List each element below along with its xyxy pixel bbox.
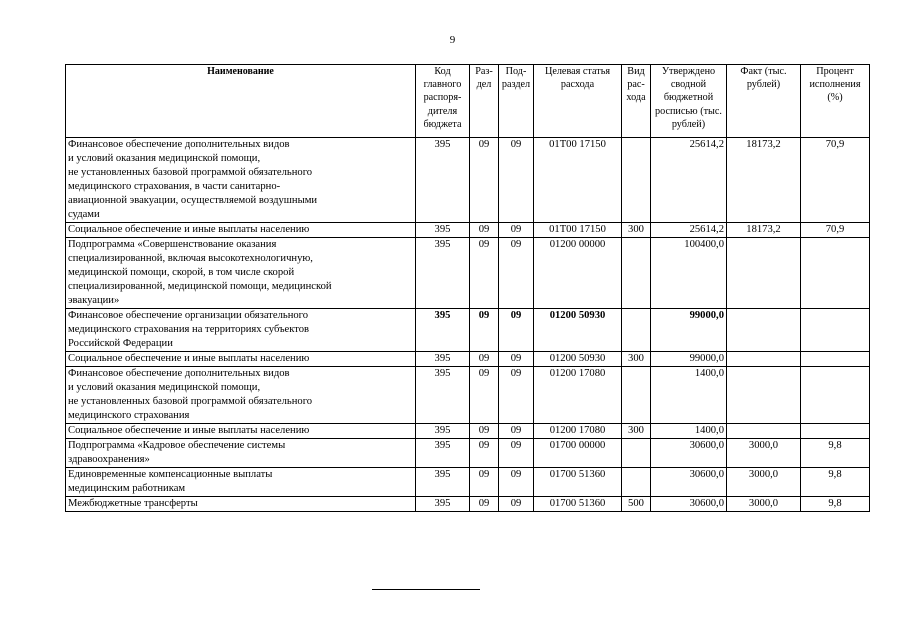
cell-target: 01200 17080	[534, 424, 622, 439]
cell-fact	[727, 367, 801, 424]
cell-type: 300	[622, 424, 651, 439]
cell-name: Единовременные компенсационные выплаты медицинским работникам	[66, 468, 416, 497]
cell-name: Финансовое обеспечение дополнительных видов и условий оказания медицинской помощи, не установленных базовой программой обязательного медицинского страхования, в части санитарно- авиационной эвакуации, осуществляемой воздушными судами	[66, 138, 416, 223]
cell-percent: 70,9	[801, 138, 870, 223]
cell-subsection: 09	[499, 309, 534, 352]
cell-target: 01200 00000	[534, 238, 622, 309]
cell-approved: 30600,0	[651, 497, 727, 512]
cell-section: 09	[470, 424, 499, 439]
cell-subsection: 09	[499, 223, 534, 238]
cell-fact	[727, 238, 801, 309]
cell-fact	[727, 352, 801, 367]
cell-subsection: 09	[499, 352, 534, 367]
cell-code: 395	[416, 367, 470, 424]
cell-section: 09	[470, 138, 499, 223]
cell-code: 395	[416, 497, 470, 512]
footer-divider	[372, 589, 480, 590]
header-approved: Утверждено сводной бюджетной росписью (тыс. рублей)	[651, 65, 727, 138]
cell-percent	[801, 238, 870, 309]
cell-name: Социальное обеспечение и иные выплаты населению	[66, 223, 416, 238]
cell-fact: 18173,2	[727, 223, 801, 238]
cell-type	[622, 439, 651, 468]
cell-approved: 25614,2	[651, 138, 727, 223]
cell-target: 01Т00 17150	[534, 223, 622, 238]
header-percent: Процент исполнения (%)	[801, 65, 870, 138]
header-section: Раз-дел	[470, 65, 499, 138]
cell-percent: 9,8	[801, 468, 870, 497]
cell-approved: 100400,0	[651, 238, 727, 309]
cell-code: 395	[416, 309, 470, 352]
cell-type	[622, 238, 651, 309]
cell-approved: 25614,2	[651, 223, 727, 238]
budget-table	[65, 64, 870, 512]
header-target: Целевая статья расхода	[534, 65, 622, 138]
cell-code: 395	[416, 238, 470, 309]
cell-section: 09	[470, 468, 499, 497]
cell-approved: 30600,0	[651, 439, 727, 468]
page-number: 9	[449, 34, 456, 46]
cell-code: 395	[416, 223, 470, 238]
cell-percent	[801, 309, 870, 352]
cell-section: 09	[470, 497, 499, 512]
cell-type: 500	[622, 497, 651, 512]
cell-percent	[801, 352, 870, 367]
cell-subsection: 09	[499, 138, 534, 223]
cell-name: Межбюджетные трансферты	[66, 497, 416, 512]
cell-fact	[727, 309, 801, 352]
header-name: Наименование	[66, 65, 416, 138]
cell-section: 09	[470, 238, 499, 309]
cell-name: Подпрограмма «Совершенствование оказания специализированной, включая высокотехнологичную, медицинской помощи, скорой, в том числе скорой специализированной, медицинской помощи, медицинской эвакуации»	[66, 238, 416, 309]
cell-code: 395	[416, 352, 470, 367]
cell-fact: 3000,0	[727, 439, 801, 468]
table-header	[66, 65, 870, 138]
cell-subsection: 09	[499, 468, 534, 497]
cell-target: 01200 17080	[534, 367, 622, 424]
cell-subsection: 09	[499, 439, 534, 468]
cell-subsection: 09	[499, 424, 534, 439]
cell-type	[622, 138, 651, 223]
table-body	[66, 138, 870, 512]
cell-fact	[727, 424, 801, 439]
header-type: Вид рас-хода	[622, 65, 651, 138]
table-row	[66, 468, 870, 497]
table-row	[66, 309, 870, 352]
table-row	[66, 367, 870, 424]
cell-section: 09	[470, 352, 499, 367]
cell-subsection: 09	[499, 497, 534, 512]
cell-fact: 3000,0	[727, 468, 801, 497]
cell-subsection: 09	[499, 238, 534, 309]
cell-code: 395	[416, 424, 470, 439]
cell-target: 01700 00000	[534, 439, 622, 468]
cell-name: Социальное обеспечение и иные выплаты населению	[66, 352, 416, 367]
cell-percent: 9,8	[801, 497, 870, 512]
cell-code: 395	[416, 468, 470, 497]
cell-percent	[801, 367, 870, 424]
cell-name: Финансовое обеспечение организации обязательного медицинского страхования на территориях субъектов Российской Федерации	[66, 309, 416, 352]
header-subsection: Под-раздел	[499, 65, 534, 138]
cell-target: 01Т00 17150	[534, 138, 622, 223]
cell-code: 395	[416, 439, 470, 468]
cell-fact: 3000,0	[727, 497, 801, 512]
header-row	[66, 65, 870, 138]
header-code: Код главного распоря-дителя бюджета	[416, 65, 470, 138]
cell-subsection: 09	[499, 367, 534, 424]
cell-approved: 99000,0	[651, 309, 727, 352]
cell-target: 01200 50930	[534, 352, 622, 367]
cell-approved: 1400,0	[651, 367, 727, 424]
cell-name: Социальное обеспечение и иные выплаты населению	[66, 424, 416, 439]
table-row	[66, 497, 870, 512]
cell-type	[622, 468, 651, 497]
cell-fact: 18173,2	[727, 138, 801, 223]
table-row	[66, 238, 870, 309]
cell-percent: 9,8	[801, 439, 870, 468]
cell-type: 300	[622, 223, 651, 238]
cell-section: 09	[470, 367, 499, 424]
cell-approved: 30600,0	[651, 468, 727, 497]
cell-target: 01200 50930	[534, 309, 622, 352]
cell-name: Финансовое обеспечение дополнительных видов и условий оказания медицинской помощи, не установленных базовой программой обязательного медицинского страхования	[66, 367, 416, 424]
cell-section: 09	[470, 223, 499, 238]
cell-percent: 70,9	[801, 223, 870, 238]
table-row	[66, 138, 870, 223]
cell-code: 395	[416, 138, 470, 223]
cell-approved: 99000,0	[651, 352, 727, 367]
cell-type	[622, 367, 651, 424]
cell-target: 01700 51360	[534, 468, 622, 497]
cell-percent	[801, 424, 870, 439]
cell-section: 09	[470, 439, 499, 468]
cell-name: Подпрограмма «Кадровое обеспечение системы здравоохранения»	[66, 439, 416, 468]
cell-target: 01700 51360	[534, 497, 622, 512]
table-row	[66, 424, 870, 439]
header-fact: Факт (тыс. рублей)	[727, 65, 801, 138]
cell-approved: 1400,0	[651, 424, 727, 439]
table-row	[66, 439, 870, 468]
table-row	[66, 352, 870, 367]
cell-section: 09	[470, 309, 499, 352]
cell-type	[622, 309, 651, 352]
table-row	[66, 223, 870, 238]
cell-type: 300	[622, 352, 651, 367]
